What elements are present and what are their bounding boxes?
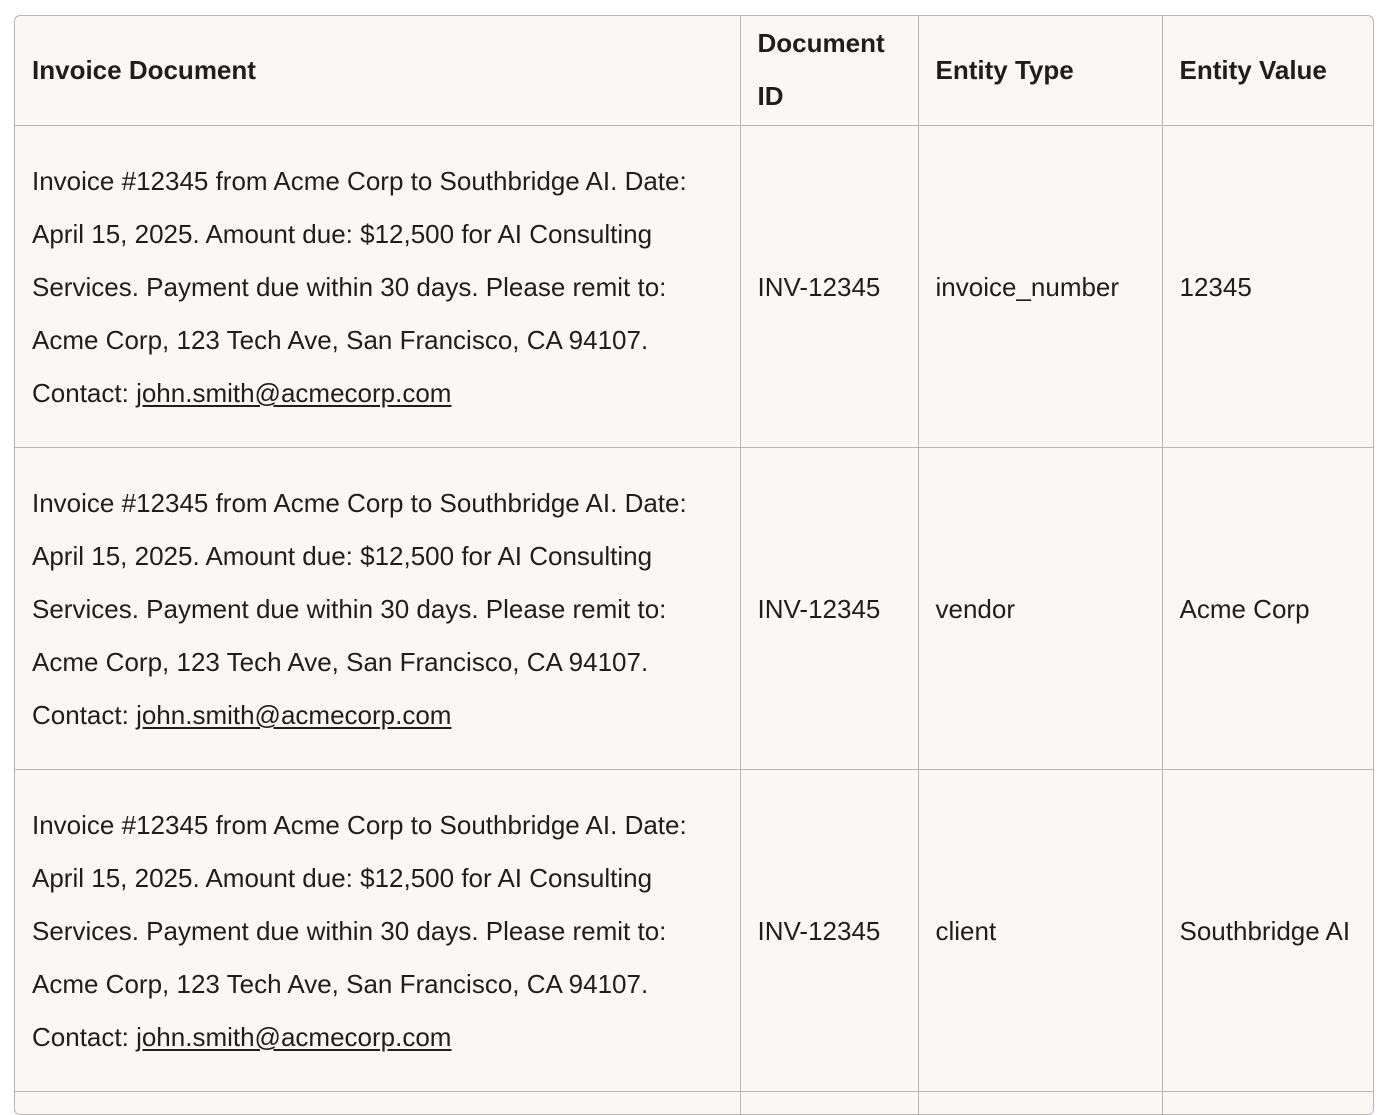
invoice-document-text: Invoice #12345 from Acme Corp to Southbridge AI. Date: April 15, 2025. Amount due: $12,500 for AI Consulting Services. Payment due within 30 days. Please remit to: Acme Corp, 123 Tech Ave, San Francisco, CA 94107. Contact: (32, 487, 687, 730)
invoice-document-cell (15, 125, 740, 447)
contact-email-link[interactable]: john.smith@acmecorp.com (136, 377, 452, 408)
entity-value-cell: Southbridge AI (1162, 769, 1374, 1091)
header-document-id: Document ID (740, 16, 918, 125)
invoice-document-text: Invoice #12345 from Acme Corp to Southbridge AI. Date: April 15, 2025. Amount due: $12,500 for AI Consulting Services. Payment due within 30 days. Please remit to: Acme Corp, 123 Tech Ave, San Francisco, CA 94107. Contact: (32, 809, 687, 1052)
table-row-partial (15, 1091, 1374, 1115)
entity-table (15, 16, 1374, 1115)
table-header-row (15, 16, 1374, 125)
document-id-cell: INV-12345 (740, 447, 918, 769)
invoice-document-text: Invoice #12345 from Acme Corp to Southbridge AI. Date: April 15, 2025. Amount due: $12,500 for AI Consulting Services. Payment due within 30 days. Please remit to: Acme Corp, 123 Tech Ave, San Francisco, CA 94107. Contact: (32, 165, 687, 408)
empty-cell (1162, 1091, 1374, 1115)
document-id-cell: INV-12345 (740, 769, 918, 1091)
invoice-document-cell (15, 447, 740, 769)
header-entity-type: Entity Type (918, 16, 1162, 125)
entity-type-cell: client (918, 769, 1162, 1091)
entity-value-cell: 12345 (1162, 125, 1374, 447)
header-entity-value: Entity Value (1162, 16, 1374, 125)
entity-value-cell: Acme Corp (1162, 447, 1374, 769)
table-row (15, 125, 1374, 447)
table-row (15, 447, 1374, 769)
entity-type-cell: invoice_number (918, 125, 1162, 447)
empty-cell (740, 1091, 918, 1115)
entity-table-container (14, 15, 1374, 1115)
header-invoice-document: Invoice Document (15, 16, 740, 125)
document-id-cell: INV-12345 (740, 125, 918, 447)
entity-type-cell: vendor (918, 447, 1162, 769)
empty-cell (918, 1091, 1162, 1115)
contact-email-link[interactable]: john.smith@acmecorp.com (136, 699, 452, 730)
contact-email-link[interactable]: john.smith@acmecorp.com (136, 1021, 452, 1052)
invoice-document-cell (15, 769, 740, 1091)
empty-cell (15, 1091, 740, 1115)
table-row (15, 769, 1374, 1091)
